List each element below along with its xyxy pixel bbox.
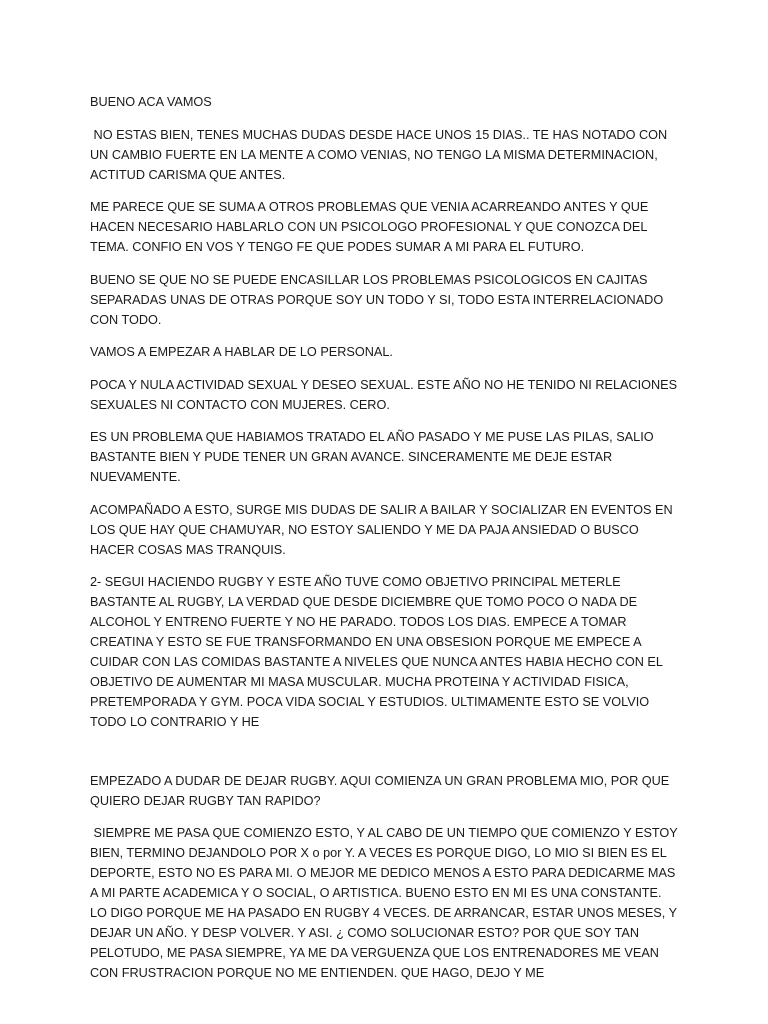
paragraph-7: ACOMPAÑADO A ESTO, SURGE MIS DUDAS DE SALIR A BAILAR Y SOCIALIZAR EN EVENTOS EN LOS QUE HAY QUE CHAMUYAR, NO ESTOY SALIENDO Y ME DA PAJA ANSIEDAD O BUSCO HACER COSAS MAS TRANQUIS. [90, 502, 677, 557]
paragraph-8: 2- SEGUI HACIENDO RUGBY Y ESTE AÑO TUVE COMO OBJETIVO PRINCIPAL METERLE BASTANTE AL RUGBY, LA VERDAD QUE DESDE DICIEMBRE QUE TOMO POCO O NADA DE ALCOHOL Y ENTRENO FUERTE Y NO HE PARADO. TODOS LOS DIAS. EMPECE A TOMAR CREATINA Y ESTO SE FUE TRANSFORMANDO EN UNA OBSESION PORQUE ME EMPECE A CUIDAR CON LAS COMIDAS BASTANTE A NIVELES QUE NUNCA ANTES HABIA HECHO CON EL OBJETIVO DE AUMENTAR MI MASA MUSCULAR. MUCHA PROTEINA Y ACTIVIDAD FISICA, PRETEMPORADA Y GYM. POCA VIDA SOCIAL Y ESTUDIOS. ULTIMAMENTE ESTO SE VOLVIO TODO LO CONTRARIO Y HE [90, 575, 667, 729]
paragraph-3: BUENO SE QUE NO SE PUEDE ENCASILLAR LOS PROBLEMAS PSICOLOGICOS EN CAJITAS SEPARADAS UNAS DE OTRAS PORQUE SOY UN TODO Y SI, TODO ESTA INTERRELACIONADO CON TODO. [90, 272, 667, 327]
paragraph-2: ME PARECE QUE SE SUMA A OTROS PROBLEMAS QUE VENIA ACARREANDO ANTES Y QUE HACEN NECESARIO HABLARLO CON UN PSICOLOGO PROFESIONAL Y QUE CONOZCA DEL TEMA. CONFIO EN VOS Y TENGO FE QUE PODES SUMAR A MI PARA EL FUTURO. [90, 200, 652, 254]
paragraph-6: ES UN PROBLEMA QUE HABIAMOS TRATADO EL AÑO PASADO Y ME PUSE LAS PILAS, SALIO BASTANTE BIEN Y PUDE TENER UN GRAN AVANCE. SINCERAMENTE ME DEJE ESTAR NUEVAMENTE. [90, 430, 658, 484]
paragraph-5: POCA Y NULA ACTIVIDAD SEXUAL Y DESEO SEXUAL. ESTE AÑO NO HE TENIDO NI RELACIONES SEXUALES NI CONTACTO CON MUJERES. CERO. [90, 377, 681, 412]
paragraph-4: VAMOS A EMPEZAR A HABLAR DE LO PERSONAL. [90, 345, 393, 359]
paragraph-1: NO ESTAS BIEN, TENES MUCHAS DUDAS DESDE HACE UNOS 15 DIAS.. TE HAS NOTADO CON UN CAMBIO FUERTE EN LA MENTE A COMO VENIAS, NO TENGO LA MISMA DETERMINACION, ACTITUD CARISMA QUE ANTES. [90, 127, 671, 182]
document-body [90, 92, 680, 996]
paragraph-9: EMPEZADO A DUDAR DE DEJAR RUGBY. AQUI COMIENZA UN GRAN PROBLEMA MIO, POR QUE QUIERO DEJAR RUGBY TAN RAPIDO? [90, 773, 673, 808]
paragraph-gap [90, 745, 680, 771]
paragraph-10: SIEMPRE ME PASA QUE COMIENZO ESTO, Y AL CABO DE UN TIEMPO QUE COMIENZO Y ESTOY BIEN, TERMINO DEJANDOLO POR X o por Y. A VECES ES PORQUE DIGO, LO MIO SI BIEN ES EL DEPORTE, ESTO NO ES PARA MI. O MEJOR ME DEDICO MENOS A ESTO PARA DEDICARME MAS A MI PARTE ACADEMICA Y O SOCIAL, O ARTISTICA. BUENO ESTO EN MI ES UNA CONSTANTE. LO DIGO PORQUE ME HA PASADO EN RUGBY 4 VECES. DE ARRANCAR, ESTAR UNOS MESES, Y DEJAR UN AÑO. Y DESP VOLVER. Y ASI. ¿ COMO SOLUCIONAR ESTO? POR QUE SOY TAN PELOTUDO, ME PASA SIEMPRE, YA ME DA VERGUENZA QUE LOS ENTRENADORES ME VEAN CON FRUSTRACION PORQUE NO ME ENTIENDEN. QUE HAGO, DEJO Y ME [90, 826, 682, 980]
paragraph-intro: BUENO ACA VAMOS [90, 95, 212, 109]
